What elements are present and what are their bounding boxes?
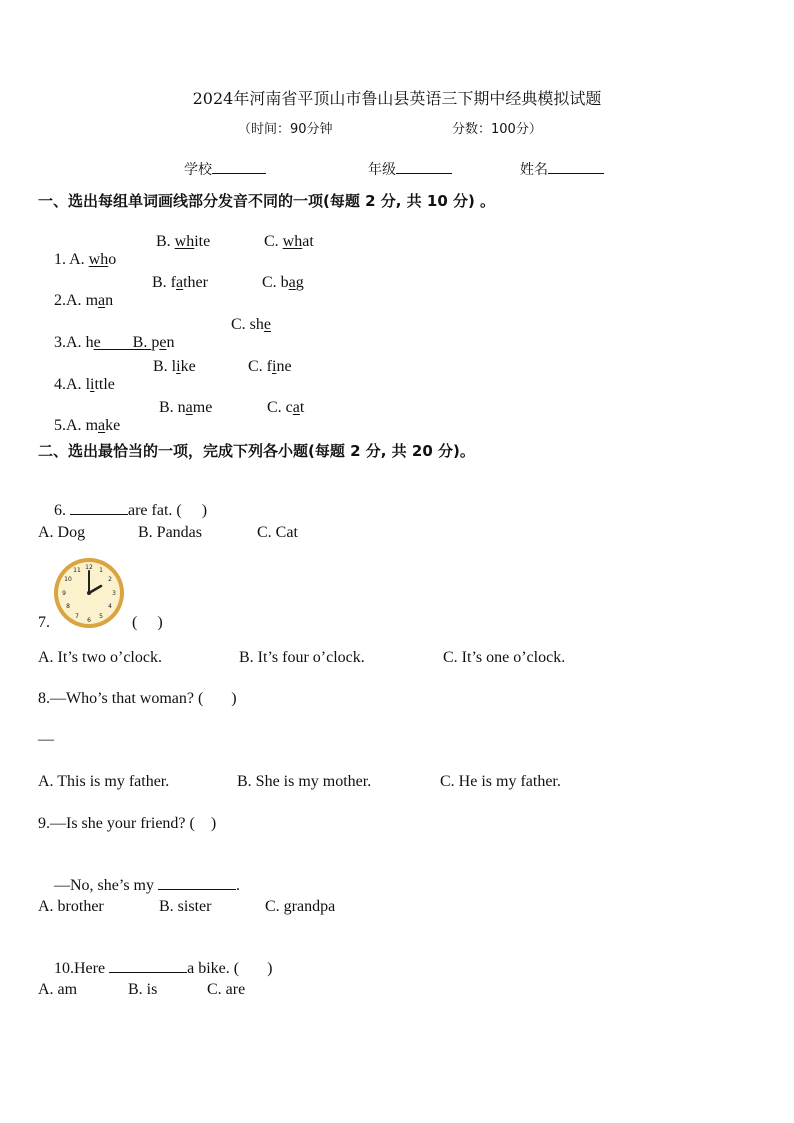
q2-a-underlined: a <box>98 292 106 309</box>
q3-a-pre: h <box>85 334 94 351</box>
q5-b-pre: B. n <box>159 399 186 416</box>
school-label: 学校 <box>184 162 212 178</box>
q5-a-post: ke <box>105 417 121 434</box>
question-8: 8.—Who’s that woman? ( ) <box>38 690 237 707</box>
q6-stem: are fat. ( ) <box>128 502 208 519</box>
svg-text:5: 5 <box>99 613 103 620</box>
q2-b-underlined: a <box>176 274 184 291</box>
q1-a-post: o <box>108 251 117 268</box>
q5-a-pre: m <box>85 417 99 434</box>
grade-label: 年级 <box>368 162 396 178</box>
q4-b-post: ke <box>180 358 196 375</box>
q9-reply-text: —No, she’s my <box>54 877 158 894</box>
grade-field <box>368 159 452 179</box>
q6-blank[interactable] <box>70 500 128 515</box>
q2-option-c[interactable] <box>262 274 304 292</box>
q10-stem-end: a bike. ( ) <box>187 960 273 977</box>
q5-b-underlined: a <box>185 399 193 416</box>
q5-c-post: t <box>299 399 305 416</box>
q4-a-post: ttle <box>94 376 115 393</box>
q10-blank[interactable] <box>109 958 187 973</box>
q1-b-pre: B. <box>156 233 175 250</box>
q2-b-pre: B. f <box>152 274 176 291</box>
exam-time: （时间：90分钟 <box>238 122 333 137</box>
q8-reply: — <box>38 731 54 748</box>
q1-b-underlined: wh <box>174 233 195 250</box>
school-field <box>184 159 266 179</box>
q6-number: 6. <box>54 502 70 519</box>
q9-option-b[interactable]: B. sister <box>159 898 212 915</box>
grade-blank[interactable] <box>396 159 452 174</box>
q10-stem-start: 10.Here <box>54 960 110 977</box>
q9-reply-end: . <box>236 877 240 894</box>
section-2-heading: 二、选出最恰当的一项，完成下列各小题(每题 2 分, 共 20 分)。 <box>38 442 475 460</box>
exam-title: 2024年河南省平顶山市鲁山县英语三下期中经典模拟试题 <box>192 89 602 108</box>
q8-option-b[interactable]: B. She is my mother. <box>237 773 372 790</box>
q3-b-pre: p <box>151 334 160 351</box>
q4-b-underlined: i <box>176 358 181 375</box>
q7-number: 7. <box>38 614 50 631</box>
q1-c-underlined: wh <box>282 233 303 250</box>
q1-c-pre: C. <box>264 233 283 250</box>
clock-icon <box>52 556 126 630</box>
q2-a-post: n <box>105 292 114 309</box>
q7-option-c[interactable]: C. It’s one o’clock. <box>443 649 566 666</box>
q5-c-underlined: a <box>292 399 300 416</box>
q2-b-post: ther <box>183 274 208 291</box>
svg-text:11: 11 <box>73 567 81 574</box>
q3-b-underlined: e <box>159 334 167 351</box>
svg-text:6: 6 <box>87 617 91 624</box>
svg-text:1: 1 <box>99 567 103 574</box>
q2-a-pre: m <box>85 292 99 309</box>
q7-answer-paren[interactable]: ( ) <box>132 614 163 631</box>
q2-option-b[interactable] <box>152 274 208 292</box>
q2-c-pre: C. b <box>262 274 289 291</box>
school-blank[interactable] <box>212 159 266 174</box>
section-1-heading: 一、选出每组单词画线部分发音不同的一项(每题 2 分, 共 10 分) 。 <box>38 192 496 210</box>
q6-option-b[interactable]: B. Pandas <box>138 524 202 541</box>
q4-option-b[interactable] <box>153 358 196 376</box>
q3-number: 3.A. <box>54 334 86 351</box>
svg-text:8: 8 <box>66 603 70 610</box>
q5-option-c[interactable] <box>267 399 304 417</box>
svg-text:3: 3 <box>112 590 116 597</box>
svg-text:4: 4 <box>108 603 112 610</box>
q2-c-post: g <box>295 274 304 291</box>
q2-number: 2.A. <box>54 292 86 309</box>
svg-text:2: 2 <box>108 576 112 583</box>
q3-option-c[interactable] <box>231 316 271 334</box>
exam-score: 分数：100分） <box>452 122 542 137</box>
q3-c-underlined: e <box>263 316 272 333</box>
q4-b-pre: B. l <box>153 358 177 375</box>
q10-option-a[interactable]: A. am <box>38 981 78 998</box>
q6-option-a[interactable]: A. Dog <box>38 524 86 541</box>
q3-c-pre: C. sh <box>231 316 264 333</box>
q4-a-underlined: i <box>90 376 95 393</box>
q5-b-post: me <box>192 399 213 416</box>
name-blank[interactable] <box>548 159 604 174</box>
svg-text:10: 10 <box>64 576 72 583</box>
svg-text:9: 9 <box>62 590 66 597</box>
q1-option-b[interactable] <box>156 233 210 251</box>
q4-c-underlined: i <box>272 358 277 375</box>
q9-option-c[interactable]: C. grandpa <box>265 898 336 915</box>
q8-option-a[interactable]: A. This is my father. <box>38 773 170 790</box>
q4-c-pre: C. f <box>248 358 272 375</box>
q4-a-pre: l <box>85 376 91 393</box>
name-label: 姓名 <box>520 162 548 178</box>
q5-option-b[interactable] <box>159 399 212 417</box>
q10-option-c[interactable]: C. are <box>207 981 246 998</box>
q2-c-underlined: a <box>288 274 296 291</box>
q1-number: 1. A. <box>54 251 89 268</box>
clock-center <box>87 591 91 595</box>
q4-c-post: ne <box>276 358 292 375</box>
q3-b-post: n <box>166 334 175 351</box>
q1-c-post: at <box>302 233 314 250</box>
q5-c-pre: C. c <box>267 399 293 416</box>
q9-blank[interactable] <box>158 875 236 890</box>
q4-number: 4.A. <box>54 376 86 393</box>
q9-option-a[interactable]: A. brother <box>38 898 104 915</box>
svg-text:7: 7 <box>75 613 79 620</box>
q5-a-underlined: a <box>98 417 106 434</box>
q4-option-c[interactable] <box>248 358 292 376</box>
q5-number: 5.A. <box>54 417 86 434</box>
q1-a-underlined: wh <box>88 251 109 268</box>
q7-option-a[interactable]: A. It’s two o’clock. <box>38 649 162 666</box>
q1-option-c[interactable] <box>264 233 314 251</box>
q6-option-c[interactable]: C. Cat <box>257 524 298 541</box>
q8-option-c[interactable]: C. He is my father. <box>440 773 561 790</box>
question-9: 9.—Is she your friend? ( ) <box>38 815 217 832</box>
q10-option-b[interactable]: B. is <box>128 981 158 998</box>
q1-b-post: ite <box>194 233 211 250</box>
q3-a-underlined: e B. <box>93 334 152 351</box>
q7-option-b[interactable]: B. It’s four o’clock. <box>239 649 365 666</box>
svg-text:12: 12 <box>85 564 93 571</box>
name-field <box>520 159 604 179</box>
